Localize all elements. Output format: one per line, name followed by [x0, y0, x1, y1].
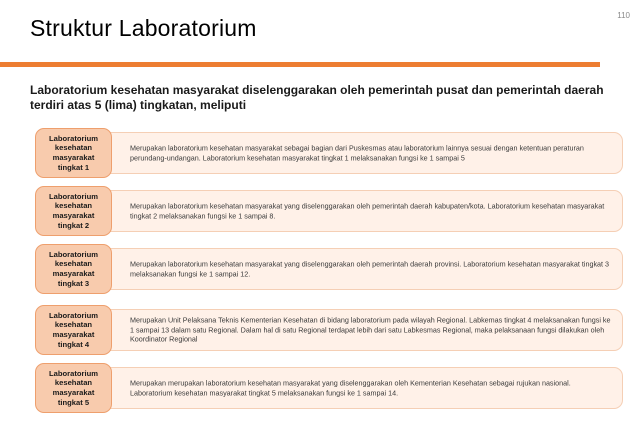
level-row-2: [35, 186, 625, 236]
level-row-4: [35, 305, 625, 355]
level-label: Laboratorium kesehatan masyarakat tingkat 4: [49, 310, 98, 349]
level-row-5: [35, 363, 625, 413]
level-label: Laboratorium kesehatan masyarakat tingkat 1: [49, 133, 98, 172]
level-description-box: [95, 132, 623, 174]
level-row-3: [35, 244, 625, 294]
level-description-box: [95, 190, 623, 232]
title-underline: [0, 62, 600, 67]
level-description: Merupakan laboratorium kesehatan masyarakat yang diselenggarakan oleh pemerintah daerah kabupaten/kota. Laboratorium kesehatan masyarakat tingkat 2 melaksanakan fungsi ke 1 sampai 8.: [130, 201, 605, 220]
level-label-box: [35, 244, 112, 294]
level-description-box: [95, 309, 623, 351]
intro-text: Laboratorium kesehatan masyarakat diselenggarakan oleh pemerintah pusat dan pemerintah daerah terdiri atas 5 (lima) tingkatan, meliputi: [30, 83, 604, 112]
level-description-box: [95, 367, 623, 409]
level-description: Merupakan laboratorium kesehatan masyarakat yang diselenggarakan oleh pemerintah daerah provinsi. Laboratorium kesehatan masyarakat tingkat 3 melaksanakan fungsi ke 1 sampai 12.: [130, 259, 610, 278]
level-label-box: [35, 186, 112, 236]
level-label-box: [35, 305, 112, 355]
level-row-1: [35, 128, 625, 178]
level-description: Merupakan merupakan laboratorium kesehatan masyarakat yang diselenggarakan oleh Kementerian Kesehatan sebagai rujukan nasional. Laboratorium kesehatan masyarakat tingkat 5 melaksanakan fungsi ke 1 sampai 14.: [130, 378, 571, 397]
level-description: Merupakan Unit Pelaksana Teknis Kementerian Kesehatan di bidang laboratorium pada wilayah Regional. Labkemas tingkat 4 melaksanakan fungsi ke 1 sampai 13 dalam satu Regional. Dalam hal di satu Regional terdapat lebih dari satu Labkesmas Regional, maka pelaksanaan fungsi dilakukan oleh Koordinator Regional: [130, 315, 611, 344]
level-label: Laboratorium kesehatan masyarakat tingkat 2: [49, 191, 98, 230]
level-label-box: [35, 128, 112, 178]
page-title: Struktur Laboratorium: [30, 15, 257, 41]
level-label: Laboratorium kesehatan masyarakat tingkat 5: [49, 368, 98, 407]
level-description: Merupakan laboratorium kesehatan masyarakat sebagai bagian dari Puskesmas atau laboratorium lainnya sesuai dengan ketentuan peraturan perundang-undangan. Laboratorium kesehatan masyarakat tingkat 1 melaksanakan fungsi ke 1 sampai 5: [130, 143, 584, 162]
level-label: Laboratorium kesehatan masyarakat tingkat 3: [49, 249, 98, 288]
level-label-box: [35, 363, 112, 413]
page-number: 110: [617, 11, 630, 20]
level-description-box: [95, 248, 623, 290]
